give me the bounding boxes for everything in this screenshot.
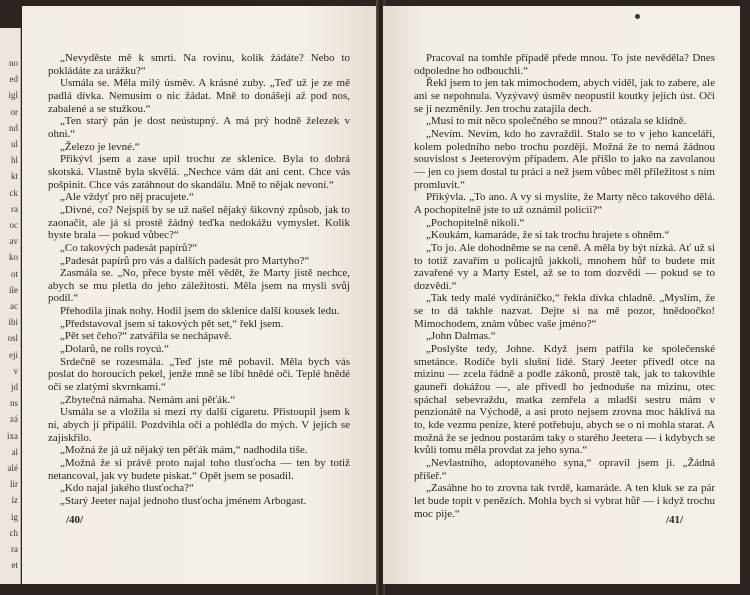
edge-text-fragment: et [11, 560, 18, 571]
paragraph: Přikývla. „To ano. A vy si myslíte, že Marty něco takového dělá. A pochopitelně jste to už oznámil policii?“ [414, 191, 715, 216]
edge-text-fragment: oc [9, 220, 18, 230]
paragraph: „Zbytečná námaha. Nemám ani pěťák.“ [60, 393, 236, 406]
edge-text-fragment: ed [9, 74, 18, 85]
ink-spot [635, 14, 640, 19]
edge-text-fragment: íz [11, 495, 18, 506]
edge-text-fragment: lir [10, 479, 18, 490]
paragraph: „Železo je levné.“ [60, 140, 140, 153]
paragraph: „Nevyděste mě k smrti. Na rovinu, kolik žádáte? Nebo to pokládáte za urážku?“ [48, 52, 350, 77]
paragraph: Usmála se. Měla milý úsměv. A krásné zuby. „Teď už je ze mě padlá dívka. Nemusím o nic žádat. Mně to donášejí až pod nos, zabalené a se stužkou.“ [48, 77, 350, 115]
paragraph: „Koukám, kamaráde, že si tak trochu hrajete s ohněm.“ [426, 229, 670, 242]
edge-text-fragment: jd [10, 382, 18, 392]
edge-text-fragment: kt [10, 171, 18, 182]
edge-text-fragment: ixa [7, 430, 18, 441]
right-page-text [414, 52, 715, 520]
edge-text-fragment: osl [7, 333, 18, 344]
paragraph: „Dolarů, ne rolls roycú.“ [60, 343, 170, 356]
paragraph: Řekl jsem to jen tak mimochodem, abych viděl, jak to zabere, ale ani se nepohnula. Vyzývavý úsměv neopustil koutky jejích úst. Oči se jí nezměnily. Jen trochu zatajila dech. [414, 77, 715, 115]
paragraph: Pracoval na tomhle případě přede mnou. To jste nevěděla? Dnes odpoledne ho odbouchli.“ [414, 52, 715, 77]
edge-text-fragment: ra [11, 544, 18, 554]
edge-text-fragment: alé [7, 463, 18, 473]
paragraph: „Starý Jeeter najal jednoho tlusťocha jménem Arbogast. [60, 494, 307, 507]
paragraph: „Pochopitelně nikoli.“ [426, 216, 525, 229]
edge-text-fragment: no [9, 58, 18, 68]
edge-text-fragment: av [9, 236, 18, 247]
paragraph: „To jo. Ale dohodněme se na ceně. A měla by být nízká. Ať už si to totiž zavařím u policajtů jakkoli, mnohem hůř to budete mít zavařené vy a Marty Estel, až se to tom dozvědí — pokud se to dozvědí.“ [414, 241, 715, 292]
paragraph: „Co takových padesát papírů?“ [60, 241, 198, 254]
edge-text-fragment: ch [9, 527, 18, 538]
edge-text-fragment: or [10, 106, 18, 117]
paragraph: „Možná že já už nějaký ten pěťák mám,“ nadhodila tiše. [60, 444, 308, 457]
edge-text-fragment: ul [10, 139, 18, 149]
edge-text-fragment: ra [11, 203, 18, 214]
neighbor-page-edge [0, 28, 21, 584]
paragraph: „Nevím. Nevím, kdo ho zavraždil. Stalo se to v jeho kanceláři, kolem poledního nebo trochu později. Možná že to nemá žádnou souvislost s Jeeterovým případem. Ale přišlo to jako na zavolanou — jen co jsem dostal tu práci a než jsem vůbec měl příležitost s ním promluvit.“ [414, 127, 715, 191]
paragraph: „Zasáhne ho to zrovna tak tvrdě, kamaráde. A ten kluk se za pár let bude topit v penězích. Mohla bych si vybrat hůř — i když trochu moc pije.“ [414, 482, 715, 520]
edge-text-fragment: v [13, 365, 18, 376]
paragraph: „Poslyšte tedy, Johne. Když jsem patřila ke společenské smetánce. Rodiče byli slušní lidé. Starý Jeeter přivedl otce na mizinu — zcela řádně a podle zákonů, prostě tak, jak to takovíhle gauneři dokážou —, ale přivedl ho jednoduše na mizinu, otec spáchal sebevraždu, matka zemřela a mladší sestru mám v penzionátě na Východě, a asi proto nejsem zrovna moc háklivá na to, kde vezmu peníze, které potřebuju, abych se o ni mohla starat. A možná že se jednou postarám taky o starého Jeetera — i kdybych se kvůli tomu měla provdat za jeho syna.“ [414, 343, 715, 457]
paragraph: „Nevlastního, adoptovaného syna,“ opravil jsem ji. „Žádná příšeř.“ [414, 457, 715, 482]
paragraph: Zasmála se. „No, přece byste měl vědět, že Marty jistě nechce, abych se mu pletla do jeho záležitostí. Měla jsem na mysli svůj podíl.“ [48, 267, 350, 305]
edge-text-fragment: zá [10, 414, 18, 425]
paragraph: „Možná že si právě proto najal toho tlusťocha — ten by totiž netancoval, jak vy budete pískat.“ Opět jsem se posadil. [48, 457, 350, 482]
paragraph: Usmála se a vložila si mezi rty další cigaretu. Přistoupil jsem k ní, abych jí připálil. Pozdvihla oči a pohlédla do mých. V jejích se zajiskřilo. [48, 406, 350, 444]
paragraph: „Musí to mít něco společného se mnou?“ otázala se klidně. [426, 115, 687, 128]
edge-text-fragment: ibi [8, 317, 18, 328]
edge-text-fragment: ig [10, 511, 18, 522]
paragraph: „Padesát papírů pro vás a dalších padesát pro Martyho?“ [60, 254, 310, 267]
edge-text-fragment: ot [10, 268, 18, 279]
paragraph: Přehodila jinak nohy. Hodil jsem do sklenice další kousek ledu. [60, 305, 340, 318]
paragraph: „Tak tedy malé vydíráníčko,“ řekla dívka chladně. „Myslím, že se to dá takhle nazvat. Dejte si na mě pozor, hnědoočko! Mimochodem, znám vůbec vaše jméno?“ [414, 292, 715, 330]
edge-text-fragment: nd [9, 122, 18, 133]
edge-text-fragment: eji [9, 349, 18, 360]
edge-text-fragment: ile [9, 284, 18, 295]
left-page-text [48, 52, 350, 508]
paragraph: „Divné, co? Nejspíš by se už našel nějaký šikovný způsob, jak to zaonačit, ale já si prostě žádný teďka nedokážu vymyslet. Kolik byste brala — pokud vůbec?“ [48, 203, 350, 242]
paragraph: „Ale vždyť pro něj pracujete.“ [60, 191, 194, 204]
edge-text-fragment: ko [9, 252, 18, 263]
page-number-right: /41/ [666, 514, 684, 526]
edge-text-fragment: ns [9, 398, 18, 409]
right-page [383, 6, 740, 584]
left-page [22, 6, 378, 584]
edge-text-fragment: hl [10, 155, 18, 166]
paragraph: Přikývl jsem a zase upil trochu ze sklenice. Byla to dobrá skotská. Vlastně byla skvělá. „Nechce vám dát ani cent. Chce vás pošpinit. Chce vás zatáhnout do skandálu. Mně to nějak nevoní.“ [48, 153, 350, 191]
paragraph: Srdečně se rozesmála. „Teď jste mě pobavil. Měla bych vás poslat do horoucích pekel, jenže mně se líbí hnědé oči. Teplé hnědé oči se zlatými skvrnkami.“ [48, 355, 350, 394]
paragraph: „Ten starý pán je dost neústupný. A má prý hodně železek v ohni.“ [48, 115, 350, 140]
paragraph: „John Dalmas.“ [426, 330, 496, 343]
edge-text-fragment: igl [8, 90, 18, 101]
paragraph: „Kdo najal jakého tlusťocha?“ [60, 482, 194, 495]
edge-text-fragment: ck [9, 187, 18, 198]
page-number-left: /40/ [66, 514, 84, 526]
edge-text-fragment: al [11, 446, 18, 457]
edge-text-fragment: ac [10, 301, 18, 311]
paragraph: „Pět set čeho?“ zatvářila se nechápavě. [60, 330, 232, 343]
paragraph: „Představoval jsem si takových pět set,“ řekl jsem. [60, 317, 284, 330]
